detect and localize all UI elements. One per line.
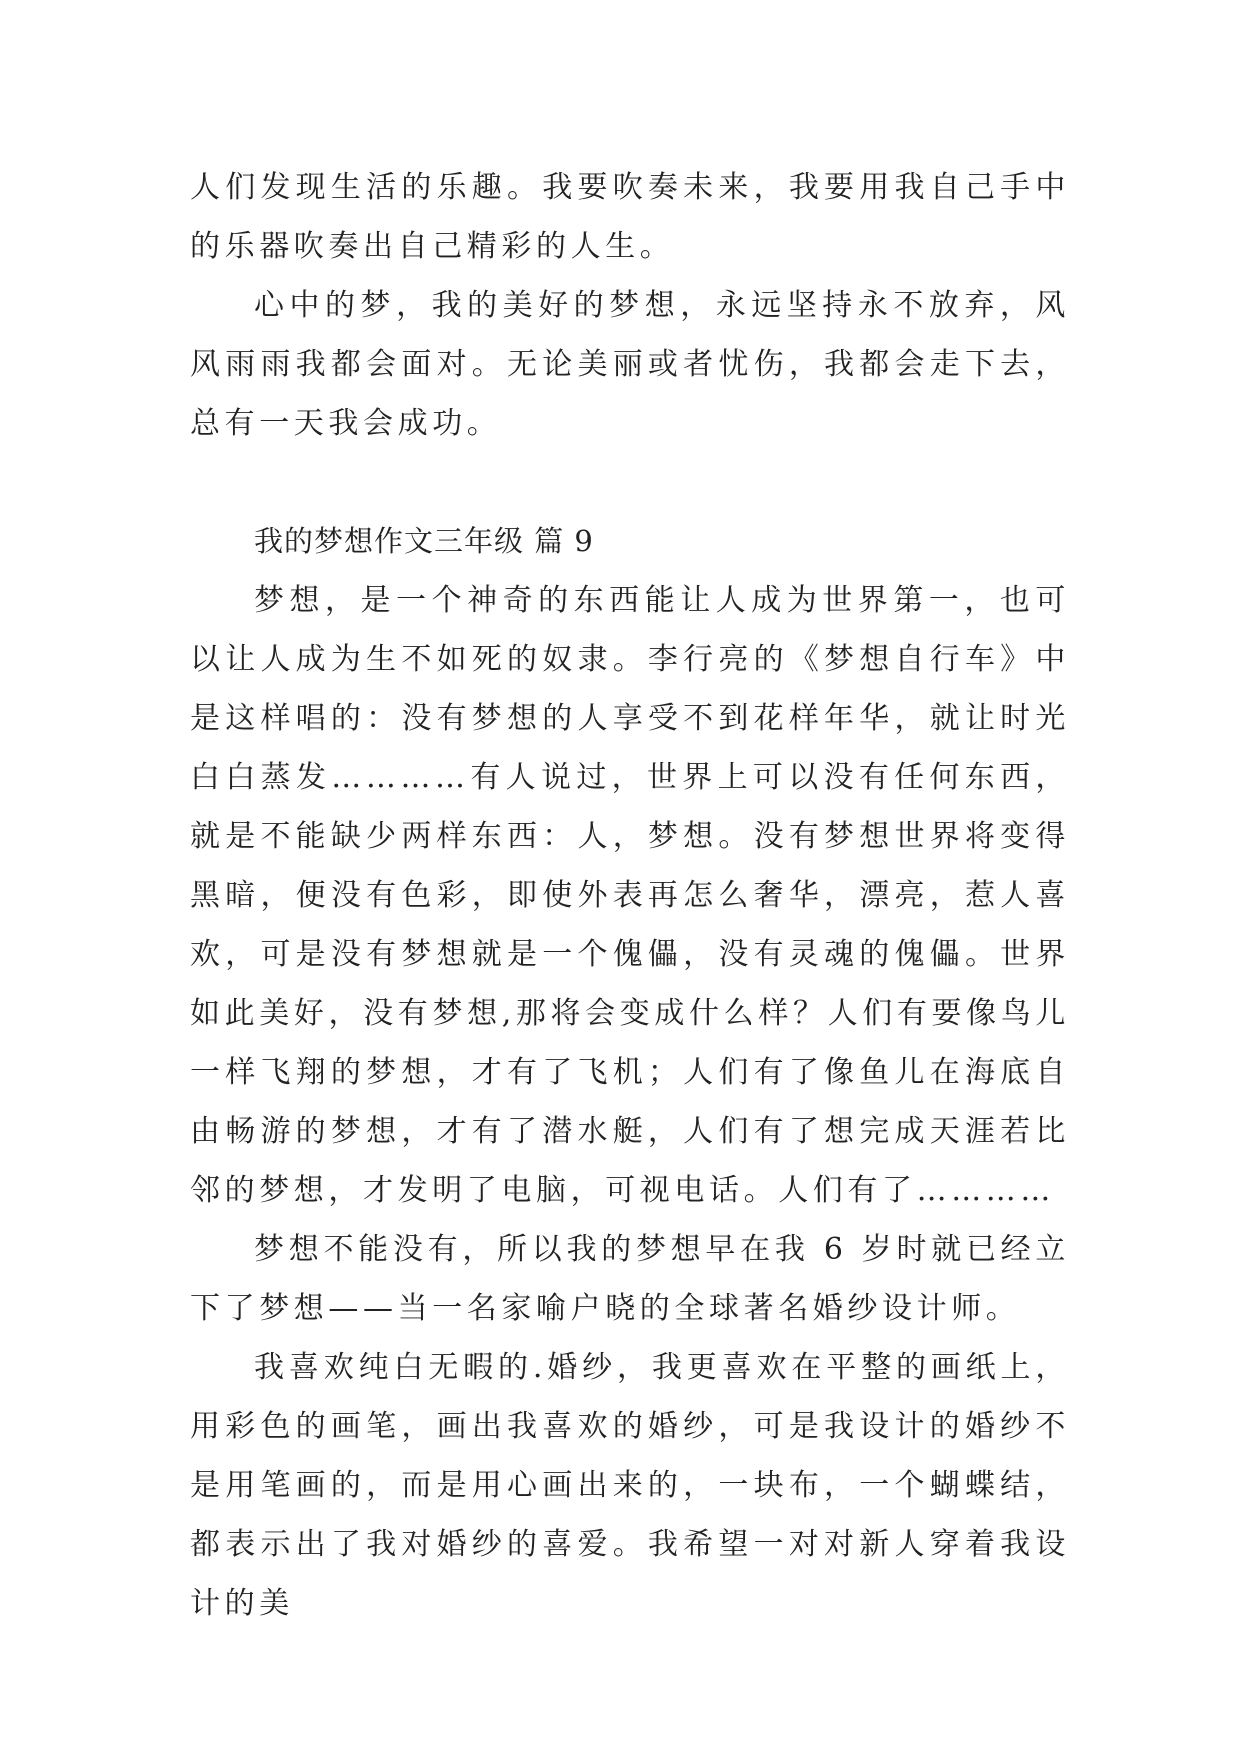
paragraph-continued: 人们发现生活的乐趣。我要吹奏未来，我要用我自己手中的乐器吹奏出自己精彩的人生。 [190, 170, 1070, 264]
document-body [190, 158, 1070, 1633]
paragraph-dream-intro: 梦想，是一个神奇的东西能让人成为世界第一，也可以让人成为生不如死的奴隶。李行亮的《梦想自行车》中是这样唱的：没有梦想的人享受不到花样年华，就让时光白白蒸发…………有人说过，世界上可以没有任何东西，就是不能缺少两样东西：人，梦想。没有梦想世界将变得黑暗，便没有色彩，即使外表再怎么奢华，漂亮，惹人喜欢，可是没有梦想就是一个傀儡，没有灵魂的傀儡。世界如此美好，没有梦想,那将会变成什么样？人们有要像鸟儿一样飞翔的梦想，才有了飞机；人们有了像鱼儿在海底自由畅游的梦想，才有了潜水艇，人们有了想完成天涯若比邻的梦想，才发明了电脑，可视电话。人们有了………… [190, 583, 1070, 1208]
paragraph-dream-goal: 梦想不能没有，所以我的梦想早在我 6 岁时就已经立下了梦想——当一名家喻户晓的全球著名婚纱设计师。 [190, 1232, 1070, 1326]
section-spacer [190, 453, 1070, 512]
section-heading: 我的梦想作文三年级 篇 9 [254, 524, 594, 558]
paragraph-dream-heart: 心中的梦，我的美好的梦想，永远坚持永不放弃，风风雨雨我都会面对。无论美丽或者忧伤，我都会走下去，总有一天我会成功。 [190, 288, 1070, 441]
paragraph-wedding-dress: 我喜欢纯白无暇的.婚纱，我更喜欢在平整的画纸上，用彩色的画笔，画出我喜欢的婚纱，可是我设计的婚纱不是用笔画的，而是用心画出来的，一块布，一个蝴蝶结，都表示出了我对婚纱的喜爱。我希望一对对新人穿着我设计的美 [190, 1350, 1070, 1621]
